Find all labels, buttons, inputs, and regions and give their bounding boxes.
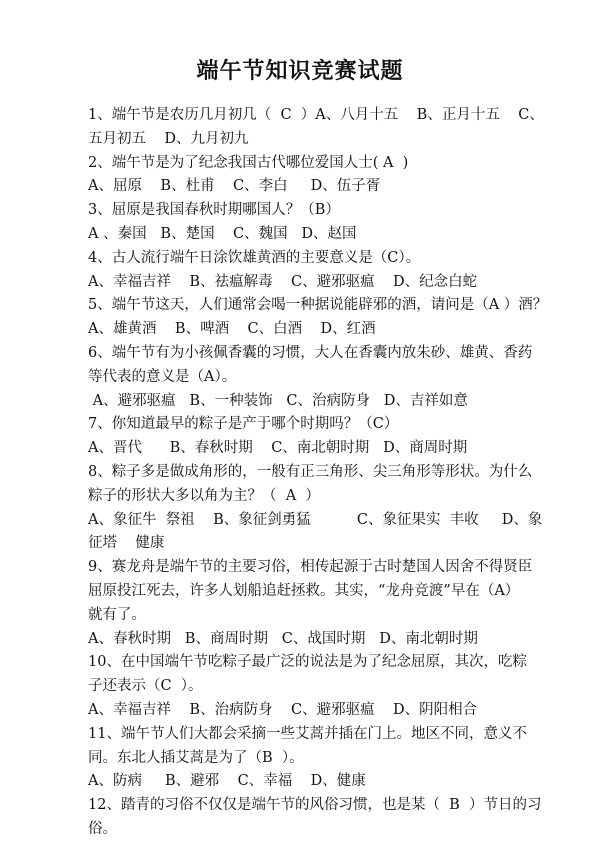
text-line: 粽子的形状大多以角为主？（ A ）: [88, 487, 320, 504]
text-line: 子还表示（C ）。: [88, 678, 203, 695]
text-line: 征塔 健康: [88, 535, 165, 552]
text-line: 五月初五 D、九月初九: [88, 130, 249, 147]
text-line: 4、古人流行端午日涂饮雄黄酒的主要意义是（C）。: [88, 249, 421, 266]
text-line: 3、屈原是我国春秋时期哪国人？（B）: [88, 202, 340, 219]
text-line: 11、端午节人们大都会采摘一些艾蒿并插在门上。地区不同，意义不: [88, 725, 527, 742]
text-line: A、屈原 B、杜甫 C、李白 D、伍子胥: [88, 178, 381, 195]
text-line: A、幸福吉祥 B、祛瘟解毒 C、避邪驱瘟 D、纪念白蛇: [88, 273, 478, 290]
text-line: 10、在中国端午节吃粽子最广泛的说法是为了纪念屈原，其次，吃粽: [88, 654, 527, 671]
text-line: 12、踏青的习俗不仅仅是端午节的风俗习惯，也是某（ B ）节日的习: [88, 797, 542, 814]
text-line: 7、你知道最早的粽子是产于哪个时期吗？（C）: [88, 416, 399, 433]
question-text-block: [88, 104, 548, 842]
text-line: A、晋代 B、春秋时期 C、南北朝时期 D、商周时期: [88, 440, 468, 457]
text-line: A、雄黄酒 B、啤酒 C、白酒 D、红酒: [88, 321, 376, 338]
text-line: 就有了。: [88, 606, 146, 623]
text-line: A、象征牛 祭祖 B、象征剑勇猛 C、象征果实 丰收 D、象: [88, 511, 543, 528]
text-line: 等代表的意义是（A）。: [88, 368, 237, 385]
text-line: 8、粽子多是做成角形的，一般有正三角形、尖三角形等形状。为什么: [88, 463, 533, 480]
text-line: 1、端午节是农历几月初几（ C ）A、八月十五 B、正月十五 C、: [88, 107, 544, 123]
text-line: A 、秦国 B、楚国 C、魏国 D、赵国: [88, 225, 357, 242]
text-line: 屈原投江死去，许多人划船追赶拯救。其实，“龙舟竞渡”早在（A）: [88, 582, 520, 599]
text-line: 5、端午节这天，人们通常会喝一种据说能辟邪的酒，请问是（A ）酒？: [88, 297, 548, 314]
text-line: A、幸福吉祥 B、治病防身 C、避邪驱瘟 D、阴阳相合: [88, 701, 478, 718]
page-title: 端午节知识竞赛试题: [196, 58, 404, 84]
text-line: 2、端午节是为了纪念我国古代哪位爱国人士( A ): [88, 154, 409, 171]
text-line: A、防病 B、避邪 C、幸福 D、健康: [88, 773, 366, 790]
text-line: A、避邪驱瘟 B、一种装饰 C、治病防身 D、吉祥如意: [88, 392, 468, 409]
text-line: 俗。: [88, 820, 117, 837]
text-line: 6、端午节有为小孩佩香囊的习惯，大人在香囊内放朱砂、雄黄、香药: [88, 344, 533, 361]
text-line: A、春秋时期 B、商周时期 C、战国时期 D、南北朝时期: [88, 630, 478, 647]
text-line: 9、赛龙舟是端午节的主要习俗，相传起源于古时楚国人因舍不得贤臣: [88, 559, 533, 576]
text-line: 同。东北人插艾蒿是为了（B ）。: [88, 749, 304, 766]
